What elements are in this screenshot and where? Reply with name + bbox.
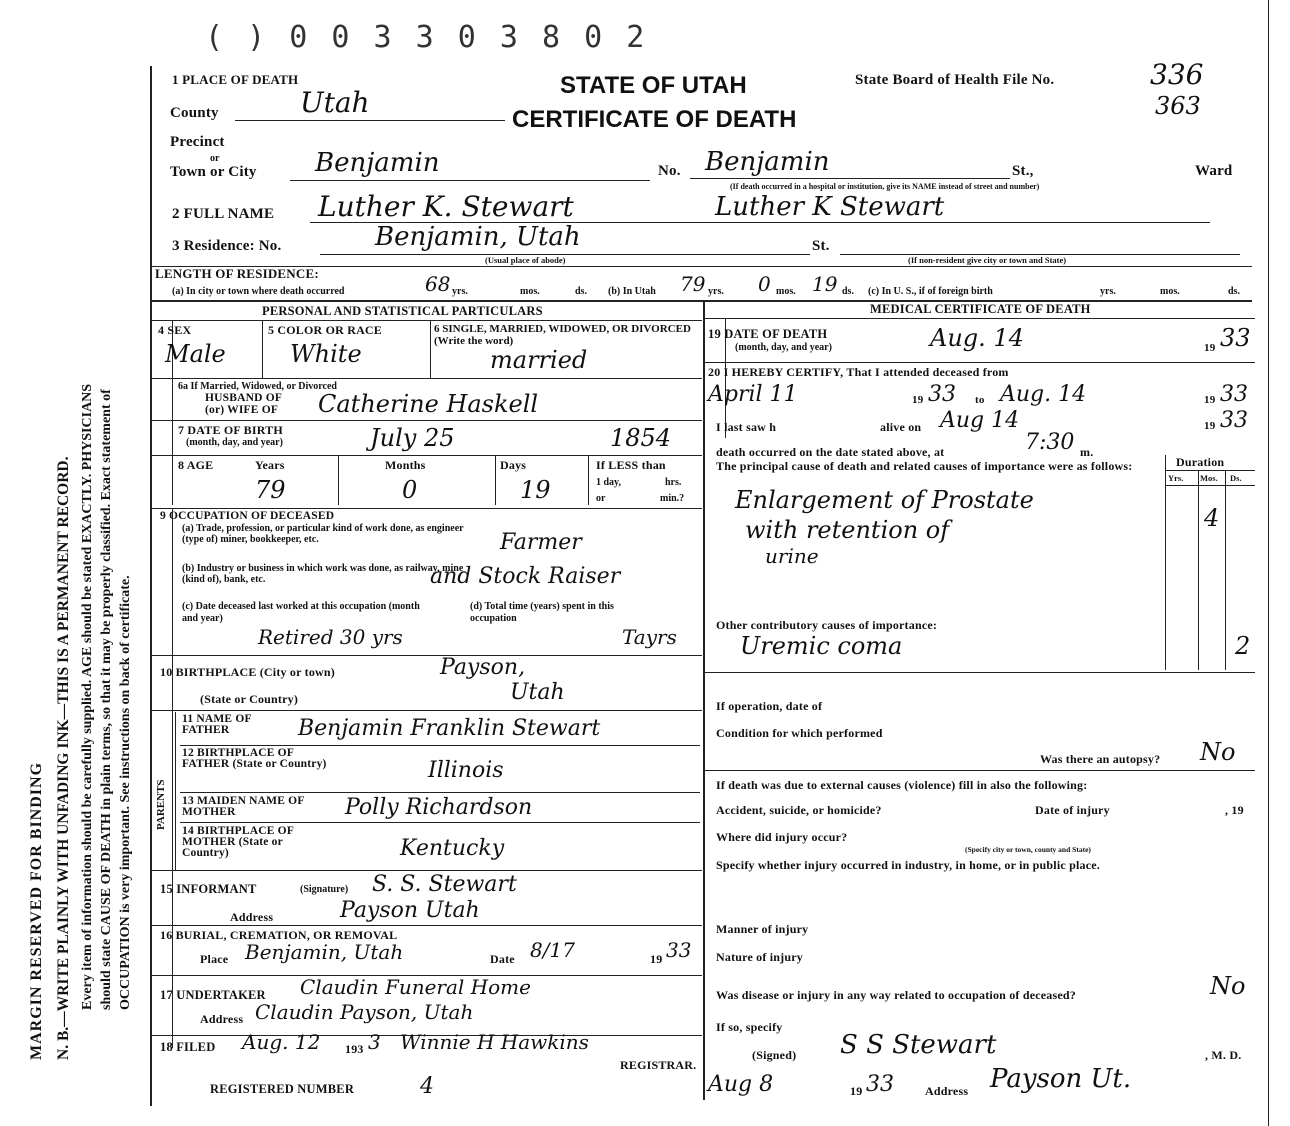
- filed-year: 3: [368, 1030, 381, 1054]
- informant-label: 15 INFORMANT: [160, 882, 257, 896]
- residence-a-ds: ds.: [575, 286, 587, 297]
- spouse-value: Catherine Haskell: [318, 390, 539, 418]
- hrs-label: hrs.: [665, 477, 682, 488]
- residence-value: Benjamin, Utah: [375, 222, 581, 252]
- duration-label: Duration: [1176, 455, 1225, 469]
- attended-to-year-prefix: 19: [1204, 394, 1216, 406]
- hospital-note: (If death occurred in a hospital or institution, give its NAME instead of street and number): [730, 182, 1040, 191]
- burial-year: 33: [666, 938, 692, 962]
- registered-number-value: 4: [420, 1074, 434, 1099]
- registered-number-label: REGISTERED NUMBER: [210, 1082, 355, 1096]
- date-of-death: Aug. 14: [930, 324, 1024, 352]
- father-birth-label: 12 BIRTHPLACE OF FATHER (State or Country): [182, 747, 327, 770]
- duration-ds: Ds.: [1230, 473, 1242, 483]
- signed-year-prefix: 19: [850, 1084, 863, 1098]
- principal-cause-2: with retention of: [745, 516, 950, 544]
- birthplace-city: Payson,: [440, 655, 526, 680]
- age-months-label: Months: [385, 458, 426, 472]
- margin-binding: MARGIN RESERVED FOR BINDING: [28, 761, 45, 1060]
- last-saw-label: I last saw h: [716, 420, 777, 434]
- mother-birth-label: 14 BIRTHPLACE OF MOTHER (State or Country): [182, 825, 294, 859]
- residence-c-ds: ds.: [1228, 286, 1240, 297]
- attended-to: Aug. 14: [1000, 382, 1087, 407]
- death-occurred-label: death occurred on the date stated above, at: [716, 445, 945, 459]
- full-name-value: Luther K. Stewart: [318, 190, 574, 223]
- residence-b-ds: ds.: [842, 286, 854, 297]
- ward-label: Ward: [1195, 163, 1233, 179]
- residence-b-yrs: yrs.: [708, 286, 724, 297]
- duration-mos: Mos.: [1200, 473, 1218, 483]
- burial-year-prefix: 19: [650, 952, 663, 966]
- age-days: 19: [520, 476, 551, 504]
- mother-birth: Kentucky: [400, 836, 505, 861]
- occupation-a-value: Farmer: [500, 530, 582, 555]
- if-so-label: If so, specify: [716, 1020, 783, 1034]
- signed-address: Payson Ut.: [990, 1064, 1132, 1094]
- residence-label: 3 Residence: No.: [172, 238, 282, 254]
- personal-heading: PERSONAL AND STATISTICAL PARTICULARS: [262, 304, 543, 318]
- or-min-label: or: [596, 493, 606, 504]
- full-name-repeat: Luther K Stewart: [715, 192, 945, 222]
- form-title: STATE OF UTAH: [560, 72, 747, 99]
- filed-date: Aug. 12: [242, 1030, 321, 1054]
- residence-c-yrs: yrs.: [1100, 286, 1116, 297]
- condition-label: Condition for which performed: [716, 726, 883, 740]
- attended-from-year-prefix: 19: [912, 394, 924, 406]
- race-label: 5 COLOR OR RACE: [268, 323, 383, 337]
- age-years: 79: [255, 476, 286, 504]
- age-years-label: Years: [255, 458, 285, 472]
- file-no-value: 336: [1150, 58, 1204, 91]
- dob-year: 1854: [610, 424, 672, 452]
- residence-c-label: (c) In U. S., if of foreign birth: [868, 286, 993, 297]
- file-no-secondary: 363: [1155, 92, 1201, 120]
- occupation-b-label: (b) Industry or business in which work was done, as railway, mine (kind of), bank, etc.: [182, 563, 464, 585]
- autopsy-label: Was there an autopsy?: [1040, 752, 1161, 766]
- residence-a-years: 68: [425, 272, 451, 296]
- sex-value: Male: [165, 340, 226, 368]
- marital-label: 6 SINGLE, MARRIED, WIDOWED, OR DIVORCED (Write the word): [434, 323, 691, 347]
- residence-b-months: 0: [758, 272, 771, 296]
- attended-to-label: to: [975, 394, 985, 406]
- other-duration: 2: [1235, 632, 1251, 660]
- precinct-label: Precinct: [170, 134, 225, 150]
- town-label: Town or City: [170, 164, 257, 180]
- certify-label: 20 I HEREBY CERTIFY, That I attended deceased from: [708, 365, 1009, 379]
- residence-a-yrs: yrs.: [452, 286, 468, 297]
- registrar-label: REGISTRAR.: [620, 1058, 697, 1072]
- external-causes-label: If death was due to external causes (violence) fill in also the following:: [716, 778, 1088, 792]
- accident-label: Accident, suicide, or homicide?: [716, 803, 882, 817]
- filed-label: 18 FILED: [160, 1040, 216, 1054]
- burial-date: 8/17: [530, 938, 575, 962]
- residence-b-label: (b) In Utah: [608, 286, 656, 297]
- residence-b-days: 19: [812, 272, 838, 296]
- burial-place-label: Place: [200, 952, 229, 966]
- father-birth: Illinois: [428, 758, 504, 783]
- principal-duration: 4: [1204, 504, 1220, 532]
- other-causes-label: Other contributory causes of importance:: [716, 618, 938, 632]
- marital-value: married: [490, 346, 588, 374]
- dob-sub: (month, day, and year): [186, 437, 283, 448]
- date-of-death-year: 33: [1220, 324, 1251, 352]
- birthplace-state-label: (State or Country): [200, 692, 299, 706]
- burial-label: 16 BURIAL, CREMATION, OR REMOVAL: [160, 928, 398, 942]
- mother-name-label: 13 MAIDEN NAME OF MOTHER: [182, 795, 305, 818]
- date-of-injury-label: Date of injury: [1035, 803, 1110, 817]
- where-injury-note: (Specify city or town, county and State): [965, 845, 1091, 854]
- burial-date-label: Date: [490, 952, 515, 966]
- usual-note: (Usual place of abode): [485, 255, 566, 265]
- margin-note-3: OCCUPATION is very important. See instructions on back of certificate.: [118, 575, 133, 1010]
- occupation-c-value: Retired 30 yrs: [258, 625, 403, 649]
- one-day-label: 1 day,: [596, 477, 622, 488]
- principal-cause-3: urine: [765, 544, 819, 568]
- date-of-injury-suffix: , 19: [1225, 803, 1244, 817]
- form-subtitle: CERTIFICATE OF DEATH: [512, 106, 797, 133]
- min-label: min.?: [660, 493, 685, 504]
- birthplace-state: Utah: [510, 680, 565, 705]
- md-label: , M. D.: [1205, 1048, 1242, 1062]
- nature-label: Nature of injury: [716, 950, 803, 964]
- signed-value: S S Stewart: [840, 1030, 997, 1060]
- attended-from: April 11: [708, 382, 798, 407]
- full-name-label: 2 FULL NAME: [172, 206, 275, 222]
- county-value: Utah: [300, 86, 370, 119]
- date-of-death-label: 19 DATE OF DEATH: [708, 327, 828, 341]
- residence-a-label: (a) In city or town where death occurred: [172, 286, 345, 297]
- undertaker-value: Claudin Funeral Home: [300, 975, 531, 999]
- signed-address-label: Address: [925, 1084, 969, 1098]
- principal-cause-1: Enlargement of Prostate: [735, 486, 1034, 514]
- dob-month-day: July 25: [370, 424, 455, 452]
- undertaker-address: Claudin Payson, Utah: [255, 1000, 474, 1024]
- occupation-d-value: Tayrs: [622, 625, 677, 649]
- residence-st-label: St.: [812, 238, 830, 254]
- occupation-a-label: (a) Trade, profession, or particular kind of work done, as engineer (type of) miner, bookkeeper, etc.: [182, 523, 464, 545]
- town-value: Benjamin: [315, 148, 440, 178]
- m-label: m.: [1080, 445, 1094, 459]
- nonresident-note: (If non-resident give city or town and State): [908, 255, 1067, 265]
- dob-label: 7 DATE OF BIRTH: [178, 423, 283, 437]
- spouse-label-1: 6a If Married, Widowed, or Divorced: [178, 381, 337, 392]
- age-months: 0: [402, 476, 418, 504]
- occupation-d-label: (d) Total time (years) spent in this occupation: [470, 601, 614, 624]
- filed-year-prefix: 193: [345, 1042, 364, 1056]
- informant-signature: S. S. Stewart: [372, 872, 517, 897]
- parents-label: PARENTS: [155, 779, 167, 830]
- age-days-label: Days: [500, 458, 527, 472]
- mother-name: Polly Richardson: [345, 795, 533, 820]
- other-cause: Uremic coma: [740, 632, 903, 660]
- autopsy-value: No: [1200, 738, 1236, 766]
- residence-b-years: 79: [680, 272, 706, 296]
- spouse-label-3: (or) WIFE OF: [205, 404, 279, 416]
- burial-place: Benjamin, Utah: [245, 940, 404, 964]
- last-saw: Aug 14: [940, 408, 1020, 433]
- residence-a-mos: mos.: [520, 286, 540, 297]
- occupation-related-value: No: [1210, 972, 1246, 1000]
- informant-address: Payson Utah: [340, 898, 480, 923]
- signed-year: 33: [866, 1072, 894, 1097]
- residence-b-mos: mos.: [776, 286, 796, 297]
- dod-year-prefix: 19: [1204, 342, 1216, 354]
- attended-from-year: 33: [928, 382, 956, 407]
- margin-note-2: should state CAUSE OF DEATH in plain terms, so that it may be properly classified. Exact statement of: [99, 389, 114, 1010]
- st-label: St.,: [1012, 163, 1034, 179]
- sex-label: 4 SEX: [158, 323, 192, 337]
- death-time: 7:30: [1025, 430, 1075, 455]
- no-label: No.: [658, 163, 681, 179]
- signed-label: (Signed): [752, 1048, 797, 1062]
- where-injury-label: Where did injury occur?: [716, 830, 848, 844]
- father-name-label: 11 NAME OF FATHER: [182, 713, 252, 736]
- last-saw-year-prefix: 19: [1204, 420, 1216, 432]
- undertaker-label: 17 UNDERTAKER: [160, 988, 266, 1002]
- occupation-related-label: Was disease or injury in any way related to occupation of deceased?: [716, 988, 1076, 1002]
- file-no-label: State Board of Health File No.: [855, 72, 1055, 88]
- residence-c-mos: mos.: [1160, 286, 1180, 297]
- spouse-label-2: HUSBAND OF: [205, 392, 283, 404]
- father-name: Benjamin Franklin Stewart: [298, 716, 601, 741]
- occupation-label: 9 OCCUPATION OF DECEASED: [160, 510, 335, 522]
- alive-on-label: alive on: [880, 420, 922, 434]
- operation-label: If operation, date of: [716, 699, 823, 713]
- length-residence-label: LENGTH OF RESIDENCE:: [155, 266, 319, 281]
- attended-to-year: 33: [1220, 382, 1248, 407]
- last-saw-year: 33: [1220, 408, 1248, 433]
- county-label: County: [170, 105, 219, 121]
- document-number: ( ) 0 0 3 3 0 3 8 0 2: [205, 20, 648, 55]
- manner-label: Manner of injury: [716, 922, 809, 936]
- occupation-c-label: (c) Date deceased last worked at this occupation (month and year): [182, 601, 420, 624]
- duration-yrs: Yrs.: [1168, 473, 1184, 483]
- specify-injury-label: Specify whether injury occurred in industry, in home, or in public place.: [716, 858, 1100, 872]
- date-of-death-sub: (month, day, and year): [735, 342, 832, 353]
- informant-signature-label: (Signature): [300, 884, 349, 895]
- no-value: Benjamin: [705, 147, 830, 177]
- margin-instruction: N. B.—WRITE PLAINLY WITH UNFADING INK—THIS IS A PERMANENT RECORD.: [55, 456, 72, 1060]
- occupation-b-value: and Stock Raiser: [430, 564, 621, 589]
- undertaker-address-label: Address: [200, 1012, 244, 1026]
- if-less-label: If LESS than: [596, 458, 666, 472]
- birthplace-label: 10 BIRTHPLACE (City or town): [160, 665, 335, 679]
- filed-registrar: Winnie H Hawkins: [400, 1030, 589, 1054]
- signed-date: Aug 8: [708, 1072, 774, 1097]
- medical-heading: MEDICAL CERTIFICATE OF DEATH: [870, 302, 1091, 316]
- or-label: or: [210, 153, 220, 164]
- race-value: White: [290, 340, 362, 368]
- principal-cause-label: The principal cause of death and related causes of importance were as follows:: [716, 459, 1133, 473]
- age-label: 8 AGE: [178, 458, 214, 472]
- informant-address-label: Address: [230, 910, 274, 924]
- margin-note-1: Every item of information should be carefully supplied. AGE should be stated EXACTLY. PHYSICIANS: [80, 383, 95, 1010]
- place-of-death-label: 1 PLACE OF DEATH: [172, 72, 299, 87]
